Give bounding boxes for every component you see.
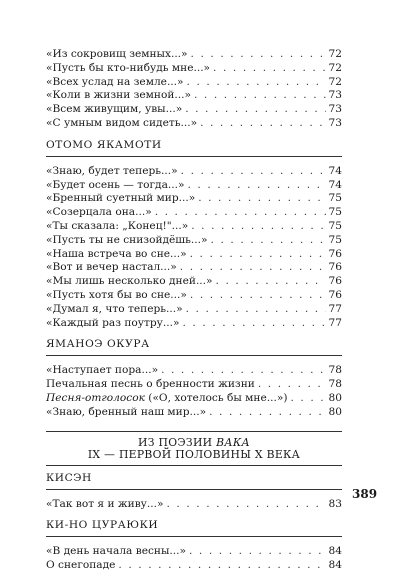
dot-leader [185, 103, 326, 117]
toc-entry [46, 275, 342, 289]
entry-page: 76 [328, 288, 342, 301]
entry-title: «Думал я, что теперь...» [46, 302, 183, 315]
divider [46, 355, 342, 356]
entry-title: «В день начала весны...» [46, 545, 186, 558]
entry-page: 74 [328, 178, 342, 191]
dot-leader [190, 289, 326, 303]
dot-leader [211, 234, 326, 248]
entry-title: Печальная песнь о бренности жизни [46, 378, 255, 391]
toc-entry [46, 248, 342, 262]
divider [46, 156, 342, 157]
entry-page: 78 [328, 378, 342, 391]
dot-leader [209, 406, 326, 420]
dot-leader [200, 117, 326, 131]
entry-group-4 [46, 498, 342, 512]
section-title-italic: ВАКА [216, 435, 250, 449]
entry-page: 76 [328, 261, 342, 274]
entry-title: «Знаю, будет теперь...» [46, 164, 178, 177]
author-heading: КИСЭН [46, 471, 92, 484]
section-subtitle: IX — ПЕРВОЙ ПОЛОВИНЫ X ВЕКА [87, 448, 301, 462]
entry-page: 84 [328, 545, 342, 558]
toc-entry [46, 303, 342, 317]
spacer [46, 420, 342, 431]
toc-entry [46, 289, 342, 303]
toc-entry [46, 392, 342, 406]
dot-leader [187, 76, 326, 90]
toc-entry [46, 76, 342, 90]
entry-page: 75 [328, 192, 342, 205]
entry-page: 76 [328, 247, 342, 260]
entry-group-1 [46, 48, 342, 131]
toc-entry [46, 234, 342, 248]
entry-group-3 [46, 364, 342, 419]
toc-entry [46, 89, 342, 103]
toc-entry [46, 261, 342, 275]
entry-page: 75 [328, 206, 342, 219]
toc-entry [46, 62, 342, 76]
toc-entry [46, 364, 342, 378]
entry-title: «Так вот я и живу...» [46, 497, 164, 510]
toc-entry [46, 165, 342, 179]
toc-entry [46, 559, 342, 573]
table-of-contents [46, 48, 342, 573]
entry-title: «С умным видом сидеть...» [46, 116, 198, 129]
dot-leader [213, 62, 326, 76]
entry-title: «Пусть ты не снизойдёшь...» [46, 233, 208, 246]
entry-page: 75 [328, 219, 342, 232]
entry-title: «Бренный суетный мир...» [46, 192, 196, 205]
dot-leader [191, 220, 326, 234]
dot-leader [191, 48, 326, 62]
entry-title: «Коли в жизни земной...» [46, 89, 191, 102]
dot-leader [216, 275, 326, 289]
entry-title: «Наступает пора...» [46, 364, 159, 377]
entry-title: «Созерцала она...» [46, 206, 152, 219]
entry-page: 73 [328, 89, 342, 102]
entry-page: 72 [328, 48, 342, 60]
toc-entry [46, 406, 342, 420]
toc-entry [46, 48, 342, 62]
author-heading: ОТОМО ЯКАМОТИ [46, 138, 162, 151]
toc-entry [46, 378, 342, 392]
divider [46, 536, 342, 537]
dot-leader [167, 498, 327, 512]
entry-page: 73 [328, 103, 342, 116]
toc-entry [46, 179, 342, 193]
section-title-prefix: ИЗ ПОЭЗИИ [138, 435, 217, 449]
dot-leader [155, 206, 326, 220]
toc-entry [46, 206, 342, 220]
author-heading: КИ-НО ЦУРАЮКИ [46, 519, 159, 532]
entry-group-2 [46, 165, 342, 331]
entry-title: «Всех услад на земле...» [46, 75, 184, 88]
entry-page: 83 [328, 497, 342, 510]
entry-title: «Вот и вечер настал...» [46, 261, 177, 274]
dot-leader [290, 392, 326, 406]
entry-title: «Пусть хотя бы во сне...» [46, 288, 187, 301]
entry-title: «Всем живущим, увы...» [46, 103, 183, 116]
spacer [46, 330, 342, 338]
entry-page: 72 [328, 75, 342, 88]
entry-title: «Будет осень — тогда...» [46, 178, 185, 191]
toc-entry [46, 117, 342, 131]
dot-leader [194, 89, 326, 103]
entry-title: «Ты сказала: „Конец!"...» [46, 219, 189, 232]
entry-title-rest: («О, хотелось бы мне...») [144, 391, 288, 404]
dot-leader [181, 165, 326, 179]
entry-group-5 [46, 545, 342, 573]
entry-title-italic: Песня-отголосок [46, 391, 145, 404]
entry-page: 78 [328, 364, 342, 377]
toc-entry [46, 545, 342, 559]
entry-page: 75 [328, 233, 342, 246]
divider [46, 489, 342, 490]
author-heading: ЯМАНОЭ ОКУРА [46, 338, 150, 351]
entry-page: 76 [328, 275, 342, 288]
entry-page: 72 [328, 61, 342, 74]
entry-title: «Из сокровищ земных...» [46, 48, 188, 60]
dot-leader [180, 261, 326, 275]
divider [46, 431, 342, 432]
spacer [46, 131, 342, 139]
entry-title: О снегопаде [46, 559, 116, 572]
entry-title: «Пусть бы кто-нибудь мне...» [46, 61, 211, 74]
dot-leader [183, 317, 327, 331]
entry-page: 84 [328, 559, 342, 572]
entry-title: «Наша встреча во сне...» [46, 247, 187, 260]
entry-title: «Мы лишь несколько дней...» [46, 275, 213, 288]
toc-entry [46, 103, 342, 117]
divider [46, 465, 342, 466]
toc-entry [46, 317, 342, 331]
spacer [46, 511, 342, 519]
toc-entry [46, 498, 342, 512]
toc-entry [46, 220, 342, 234]
dot-leader [198, 192, 326, 206]
dot-leader [161, 364, 326, 378]
entry-page: 80 [328, 391, 342, 404]
toc-entry [46, 192, 342, 206]
dot-leader [118, 559, 326, 573]
entry-title: «Знаю, бренный наш мир...» [46, 405, 207, 418]
entry-page: 74 [328, 164, 342, 177]
entry-page: 77 [328, 302, 342, 315]
dot-leader [258, 378, 326, 392]
entry-page: 80 [328, 405, 342, 418]
dot-leader [186, 303, 326, 317]
dot-leader [187, 179, 326, 193]
entry-page: 77 [328, 316, 342, 329]
dot-leader [189, 545, 326, 559]
entry-page: 73 [328, 116, 342, 129]
entry-title: «Каждый раз поутру...» [46, 316, 180, 329]
entry-title [46, 392, 287, 406]
dot-leader [190, 248, 326, 262]
page-number: 389 [352, 487, 378, 501]
